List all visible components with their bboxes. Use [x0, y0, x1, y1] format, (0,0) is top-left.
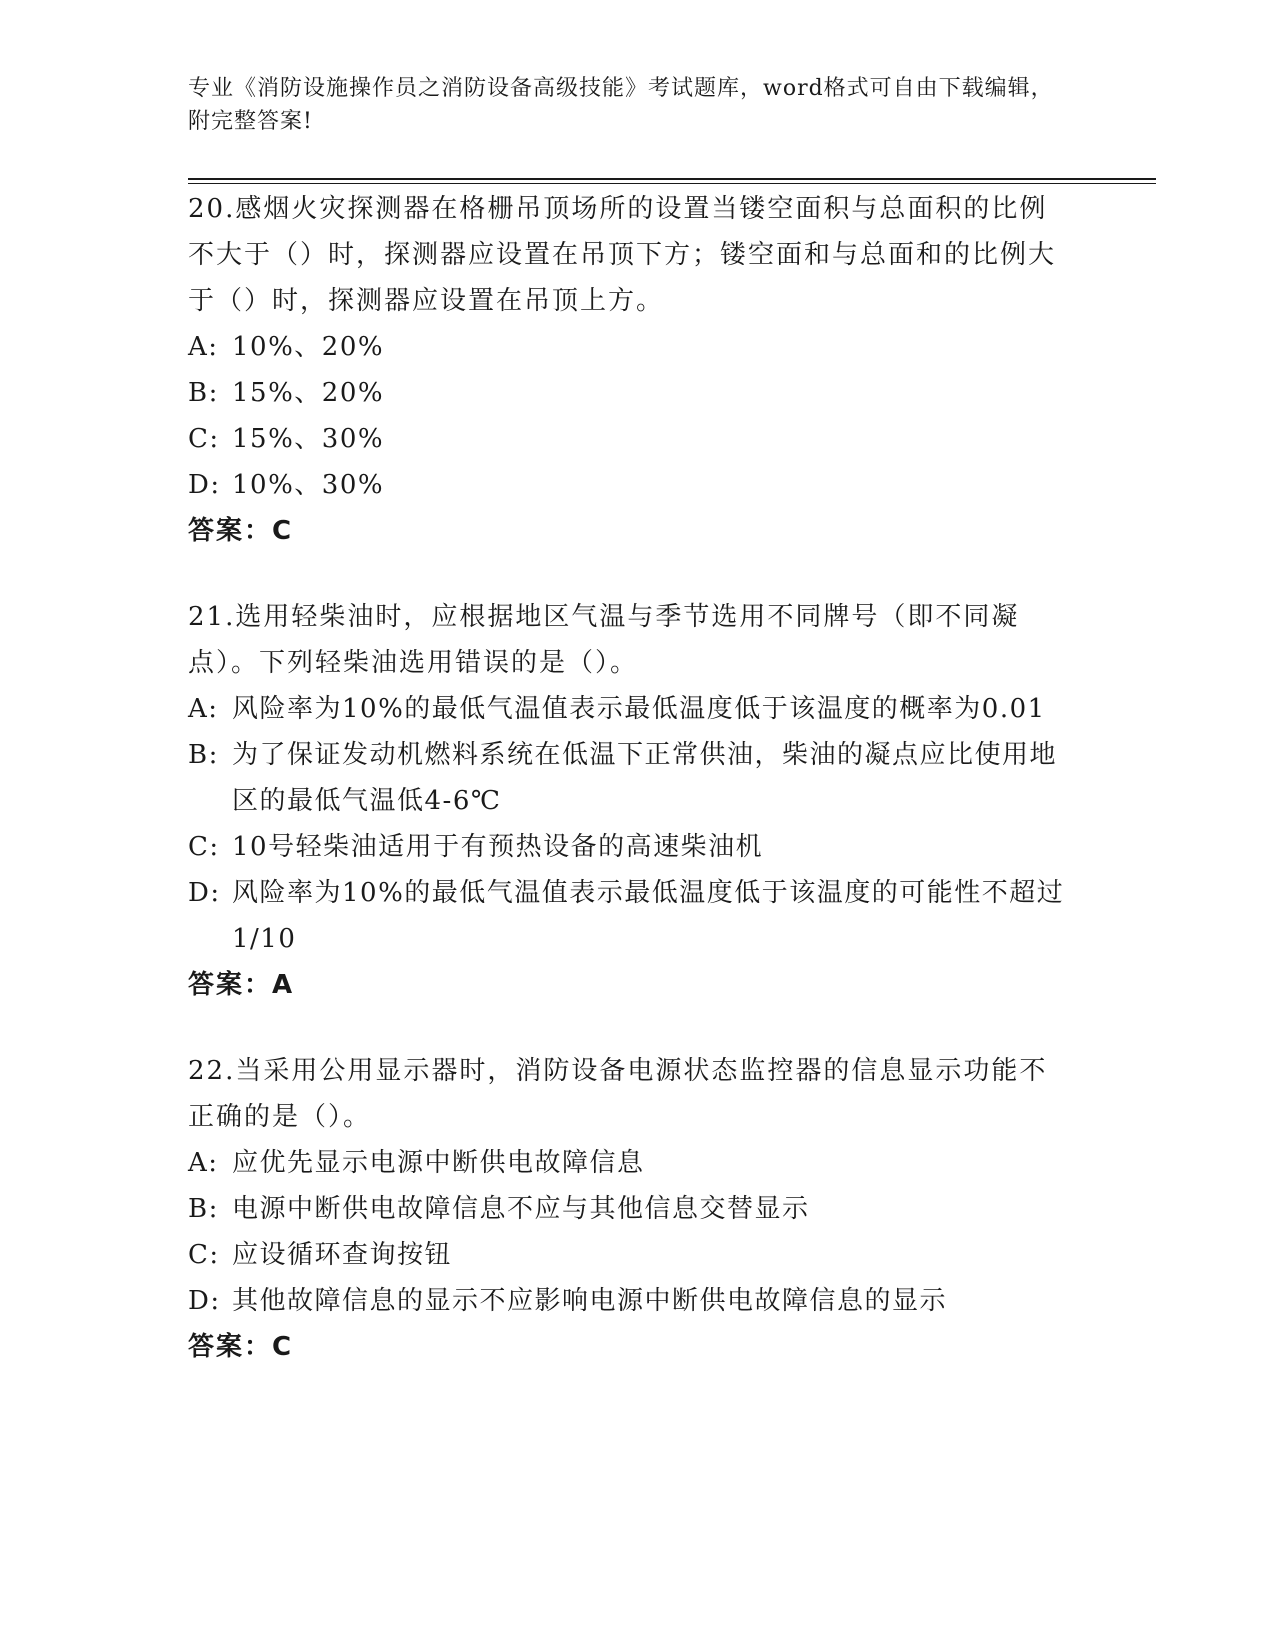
option-c: [188, 824, 1068, 870]
option-letter: C:: [188, 1240, 220, 1270]
option-text: 电源中断供电故障信息不应与其他信息交替显示: [232, 1194, 810, 1224]
question-21: [188, 594, 1068, 1008]
answer-label: 答案：C: [188, 516, 294, 546]
document-header: 专业《消防设施操作员之消防设备高级技能》考试题库，word格式可自由下载编辑，附完整答案!: [188, 76, 1054, 134]
option-b: [188, 732, 1068, 824]
header-divider-thick: [188, 178, 1156, 180]
option-c: [188, 1232, 1068, 1278]
question-list: [188, 186, 1068, 1410]
option-text: 15%、20%: [232, 378, 385, 408]
option-a: [188, 324, 1068, 370]
option-text: 15%、30%: [232, 424, 385, 454]
option-b: [188, 1186, 1068, 1232]
question-20: [188, 186, 1068, 554]
option-letter: D:: [188, 1286, 221, 1316]
question-22: [188, 1048, 1068, 1370]
option-letter: B:: [188, 1194, 219, 1224]
option-text: 风险率为10%的最低气温值表示最低温度低于该温度的概率为0.01: [232, 694, 1046, 724]
option-text: 10%、20%: [232, 332, 385, 362]
option-letter: B:: [188, 740, 219, 770]
option-a: [188, 686, 1068, 732]
option-a: [188, 1140, 1068, 1186]
option-c: [188, 416, 1068, 462]
option-letter: B:: [188, 378, 219, 408]
option-letter: C:: [188, 424, 220, 454]
option-d: [188, 1278, 1068, 1324]
option-text: 其他故障信息的显示不应影响电源中断供电故障信息的显示: [232, 1286, 948, 1316]
option-letter: A:: [188, 694, 219, 724]
option-d: [188, 870, 1068, 962]
option-text: 风险率为10%的最低气温值表示最低温度低于该温度的可能性不超过1/10: [232, 878, 1065, 954]
question-stem: 20.感烟火灾探测器在格栅吊顶场所的设置当镂空面积与总面积的比例不大于（）时，探测器应设置在吊顶下方；镂空面和与总面和的比例大于（）时，探测器应设置在吊顶上方。: [188, 194, 1057, 316]
answer-label: 答案：C: [188, 1332, 294, 1362]
option-text: 应优先显示电源中断供电故障信息: [232, 1148, 645, 1178]
option-letter: A:: [188, 332, 219, 362]
option-letter: C:: [188, 832, 220, 862]
option-text: 应设循环查询按钮: [232, 1240, 453, 1270]
option-letter: D:: [188, 470, 221, 500]
answer-label: 答案：A: [188, 970, 295, 1000]
header-divider-thin: [188, 183, 1156, 184]
question-stem: 22.当采用公用显示器时，消防设备电源状态监控器的信息显示功能不正确的是（）。: [188, 1056, 1048, 1132]
option-text: 为了保证发动机燃料系统在低温下正常供油，柴油的凝点应比使用地区的最低气温低4-6℃: [232, 740, 1058, 816]
option-letter: A:: [188, 1148, 219, 1178]
option-letter: D:: [188, 878, 221, 908]
option-text: 10号轻柴油适用于有预热设备的高速柴油机: [232, 832, 764, 862]
option-text: 10%、30%: [232, 470, 385, 500]
question-stem: 21.选用轻柴油时，应根据地区气温与季节选用不同牌号（即不同凝点）。下列轻柴油选用错误的是（）。: [188, 602, 1020, 678]
option-d: [188, 462, 1068, 508]
option-b: [188, 370, 1068, 416]
